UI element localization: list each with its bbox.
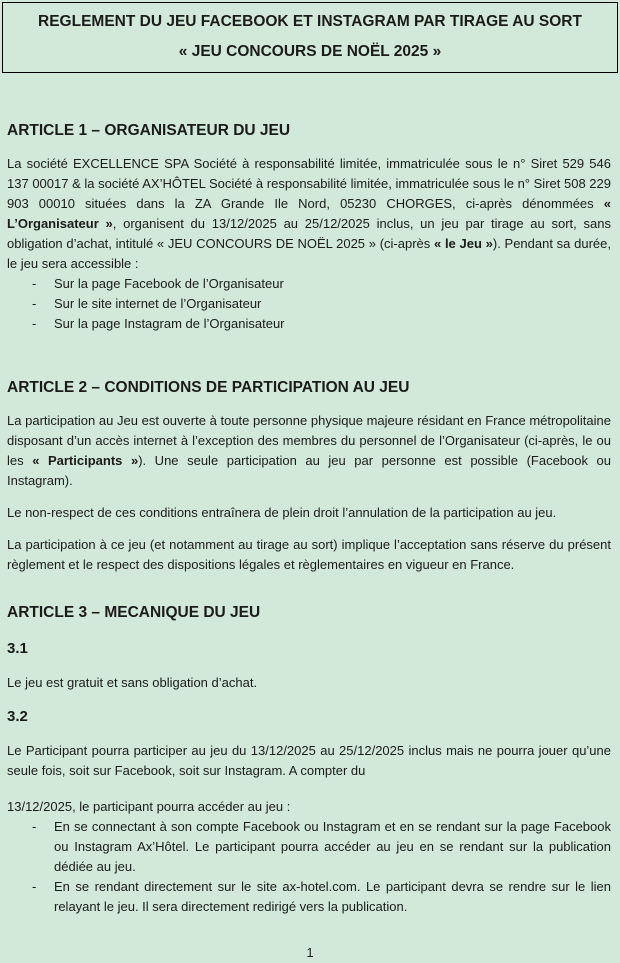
dash-marker: - [32, 296, 37, 311]
paragraph-text: La participation au Jeu est ouverte à toute personne physique majeure résidant en France métropolitaine disposant d’un accès internet à l’exception des membres du personnel de l’Organisateur (ci-après, le ou les [7, 413, 611, 468]
article1-paragraph [7, 154, 611, 274]
bold-term-le-jeu: « le Jeu » [434, 236, 493, 251]
page-number: 1 [306, 945, 314, 960]
list-item-text: Sur le site internet de l’Organisateur [54, 296, 262, 311]
bold-term-organisateur: « L’Organisateur » [7, 196, 611, 231]
list-item [7, 274, 611, 294]
document-title-line2: « JEU CONCOURS DE NOËL 2025 » [178, 43, 442, 60]
list-item-text: En se rendant directement sur le site ax-hotel.com. Le participant devra se rendre sur le lien relayant le jeu. Il sera directement redirigé vers la publication. [54, 879, 611, 914]
list-item [7, 817, 611, 877]
section-3-1-label: 3.1 [7, 640, 28, 657]
document-title-line1: REGLEMENT DU JEU FACEBOOK ET INSTAGRAM PAR TIRAGE AU SORT [38, 13, 582, 30]
paragraph-text: ). Une seule participation au jeu par personne est possible (Facebook ou Instagram). [7, 453, 612, 488]
section-3-2-paragraph-2: 13/12/2025, le participant pourra accéder au jeu : [7, 799, 291, 814]
document-body [0, 121, 620, 917]
list-item-text: En se connectant à son compte Facebook ou Instagram et en se rendant sur la page Facebook ou Instagram Ax’Hôtel. Le participant pourra accéder au jeu en se rendant sur la publication dédiée au jeu. [54, 819, 611, 874]
paragraph-text: La société EXCELLENCE SPA Société à responsabilité limitée, immatriculée sous le n° Siret 529 546 137 00017 & la société AX’HÔTEL Société à responsabilité limitée, immatriculée sous le n° Siret 508 229 903 00010 situées dans la ZA Grande Ile Nord, 05230 CHORGES, ci-après dénommées [7, 156, 611, 211]
dash-marker: - [32, 276, 37, 291]
paragraph-text: , organisent du 13/12/2025 au 25/12/2025 inclus, un jeu par tirage au sort, sans obligation d’achat, intitulé « JEU CONCOURS DE NOËL 2025 » (ci-après [7, 216, 611, 251]
list-item-text: Sur la page Facebook de l’Organisateur [54, 276, 284, 291]
list-item [7, 294, 611, 314]
article1-heading: ARTICLE 1 – ORGANISATEUR DU JEU [7, 122, 291, 139]
article3-access-list [7, 817, 611, 917]
dash-marker: - [32, 819, 37, 834]
article1-access-list [7, 274, 611, 334]
article2-paragraph-1 [7, 411, 611, 491]
dash-marker: - [32, 879, 37, 894]
document-title-box [2, 2, 618, 73]
list-item-text: Sur la page Instagram de l’Organisateur [54, 316, 285, 331]
article2-heading: ARTICLE 2 – CONDITIONS DE PARTICIPATION AU JEU [7, 379, 410, 396]
section-3-2-paragraph-1: Le Participant pourra participer au jeu du 13/12/2025 au 25/12/2025 inclus mais ne pourra jouer qu’une seule fois, soit sur Facebook, soit sur Instagram. A compter du [7, 743, 611, 778]
paragraph-text: ). Pendant sa durée, le jeu sera accessible : [7, 236, 611, 271]
article3-heading: ARTICLE 3 – MECANIQUE DU JEU [7, 604, 261, 621]
list-item [7, 314, 611, 334]
article2-paragraph-3: La participation à ce jeu (et notamment au tirage au sort) implique l’acceptation sans réserve du présent règlement et le respect des dispositions légales et règlementaires en vigueur en France. [7, 537, 611, 572]
section-3-1-text: Le jeu est gratuit et sans obligation d’achat. [7, 675, 258, 690]
list-item [7, 877, 611, 917]
article2-paragraph-2: Le non-respect de ces conditions entraînera de plein droit l’annulation de la participation au jeu. [7, 505, 557, 520]
document-page [0, 2, 620, 963]
dash-marker: - [32, 316, 37, 331]
bold-term-participants: « Participants » [32, 453, 139, 468]
section-3-2-label: 3.2 [7, 708, 28, 725]
